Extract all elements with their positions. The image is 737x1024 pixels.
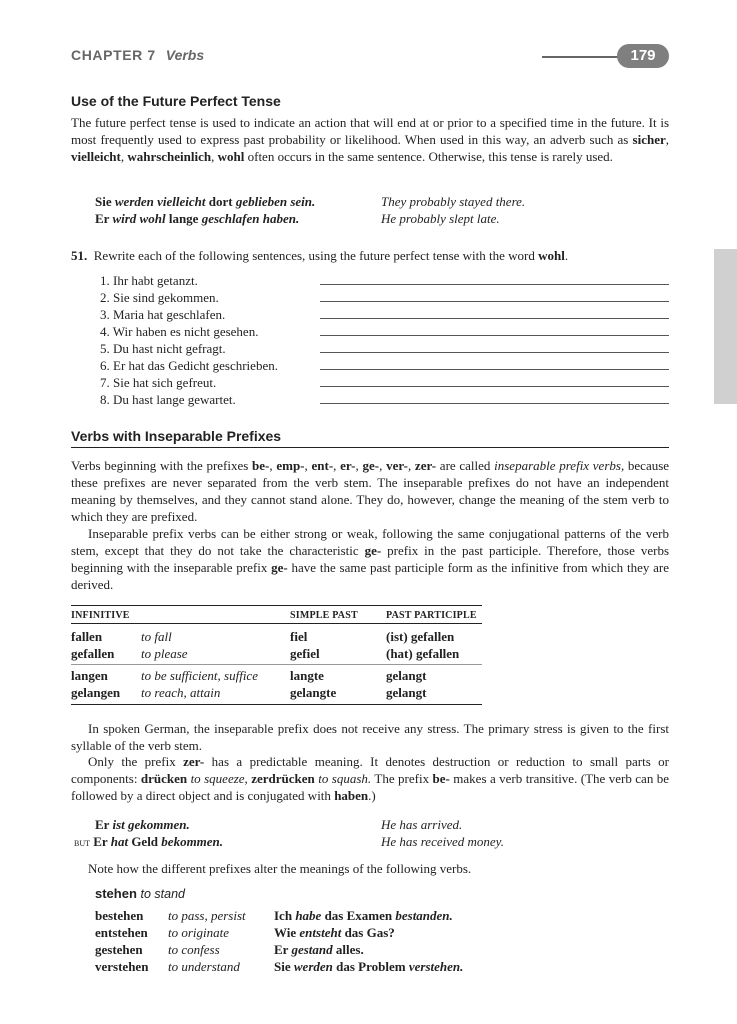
table-bottom-rule (71, 704, 482, 705)
answer-line[interactable] (320, 301, 669, 302)
table-cell-meaning: to be sufficient, suffice (141, 668, 258, 683)
inseparable-paragraph-2: Inseparable prefix verbs can be either strong or weak, following the same conjugational patterns of the verb stem, except that they do not take the characteristic ge- prefix in the past participle. Therefore, those verbs beginning with the inseparable prefix ge- have the same past participle form as the infinitive from which they are derived. (71, 526, 670, 592)
derived-verb: bestehen (95, 908, 144, 923)
answer-line[interactable] (320, 369, 669, 370)
table-cell-participle: gelangt (386, 685, 427, 700)
section-title-inseparable-prefixes: Verbs with Inseparable Prefixes (71, 428, 282, 444)
exercise-item: 8. Du hast lange gewartet. (100, 392, 236, 407)
table-cell-participle: gelangt (386, 668, 427, 683)
section-title-future-perfect: Use of the Future Perfect Tense (71, 93, 281, 109)
example-sentence: Er ist gekommen. (95, 817, 190, 832)
table-header-simple-past: SIMPLE PAST (290, 610, 358, 621)
derived-meaning: to understand (168, 959, 240, 974)
derived-example: Ich habe das Examen bestanden. (274, 908, 453, 923)
exercise-item: 6. Er hat das Gedicht geschrieben. (100, 358, 278, 373)
exercise-item: 1. Ihr habt getanzt. (100, 273, 198, 288)
derived-verb: verstehen (95, 959, 149, 974)
table-cell-infinitive: gelangen (71, 685, 121, 700)
note-paragraph: Note how the different prefixes alter the meanings of the following verbs. (88, 861, 472, 876)
table-top-rule (71, 605, 482, 606)
adverb: vielleicht (71, 149, 121, 164)
stress-paragraph: In spoken German, the inseparable prefix does not receive any stress. The primary stress is given to the first syllable of the verb stem. (71, 721, 669, 753)
exercise-item: 4. Wir haben es nicht gesehen. (100, 324, 259, 339)
answer-line[interactable] (320, 284, 669, 285)
table-cell-infinitive: gefallen (71, 646, 115, 661)
example-sentence: Sie werden vielleicht dort geblieben sein. (95, 194, 316, 209)
derived-example: Er gestand alles. (274, 942, 364, 957)
example-translation: They probably stayed there. (381, 194, 526, 209)
table-cell-participle: (ist) gefallen (386, 629, 455, 644)
table-header-past-participle: PAST PARTICIPLE (386, 610, 477, 621)
inseparable-paragraph-1: Verbs beginning with the prefixes be-, emp-, ent-, er-, ge-, ver-, zer- are called inseparable prefix verbs, because these prefixes are never separated from the verb stem. The inseparable prefixes do not have an independent meaning by themselves, and they cannot stand alone. They do, however, change the meaning of the stem verb to which they are prefixed. (71, 458, 670, 524)
example-translation: He probably slept late. (381, 211, 500, 226)
section-rule (71, 447, 669, 448)
derived-meaning: to pass, persist (168, 908, 246, 923)
future-perfect-paragraph: The future perfect tense is used to indicate an action that will end at or prior to a specified time in the future. It is most frequently used to express past probability or likelihood. When used in this way, an adverb such as sicher, vielleicht, wahrscheinlich, wohl often occurs in the same sentence. Otherwise, this tense is rarely used. (71, 115, 669, 164)
exercise-item: 3. Maria hat geschlafen. (100, 307, 226, 322)
table-cell-participle: (hat) gefallen (386, 646, 460, 661)
answer-line[interactable] (320, 335, 669, 336)
derived-verb: entstehen (95, 925, 148, 940)
para-text: The future perfect tense is used to indicate an action that will end at or prior to a specified time in the future. It is most frequently used to express past probability or likelihood. When used in this way, an adverb such as (71, 115, 669, 147)
table-cell-past: gefiel (290, 646, 320, 661)
example-sentence: but Er hat Geld bekommen. (74, 834, 224, 849)
example-translation: He has arrived. (381, 817, 463, 832)
chapter-label: CHAPTER 7 (71, 47, 156, 63)
exercise-instruction: 51. Rewrite each of the following sentences, using the future perfect tense with the word wohl. (71, 248, 569, 263)
answer-line[interactable] (320, 352, 669, 353)
table-cell-infinitive: fallen (71, 629, 103, 644)
derived-example: Sie werden das Problem verstehen. (274, 959, 464, 974)
exercise-item: 2. Sie sind gekommen. (100, 290, 219, 305)
table-cell-meaning: to reach, attain (141, 685, 221, 700)
table-cell-past: langte (290, 668, 324, 683)
derived-verb: gestehen (95, 942, 143, 957)
chapter-topic: Verbs (165, 47, 205, 63)
exercise-item: 5. Du hast nicht gefragt. (100, 341, 226, 356)
table-header-rule (71, 623, 482, 624)
adverb: wohl (217, 149, 245, 164)
answer-line[interactable] (320, 318, 669, 319)
stem-verb: stehen to stand (95, 886, 186, 901)
table-row-divider (71, 664, 482, 665)
derived-example: Wie entsteht das Gas? (274, 925, 395, 940)
zer-prefix-paragraph: Only the prefix zer- has a predictable meaning. It denotes destruction or reduction to small parts or components: drücken to squeeze, zerdrücken to squash. The prefix be- makes a verb transitive. (The verb can be followed by a direct object and is conjugated with haben.) (71, 754, 670, 803)
derived-meaning: to originate (168, 925, 230, 940)
derived-meaning: to confess (168, 942, 220, 957)
page-number: 179 (617, 44, 669, 68)
adverb: wahrscheinlich (127, 149, 212, 164)
chapter-header (71, 47, 204, 63)
table-cell-infinitive: langen (71, 668, 108, 683)
para-text: often occurs in the same sentence. Otherwise, this tense is rarely used. (244, 149, 613, 164)
answer-line[interactable] (320, 403, 669, 404)
table-cell-meaning: to please (141, 646, 188, 661)
example-translation: He has received money. (381, 834, 504, 849)
answer-line[interactable] (320, 386, 669, 387)
table-cell-meaning: to fall (141, 629, 172, 644)
example-sentence: Er wird wohl lange geschlafen haben. (95, 211, 300, 226)
table-header-infinitive: INFINITIVE (71, 610, 130, 621)
side-thumb-tab (714, 249, 737, 404)
table-cell-past: gelangte (290, 685, 337, 700)
exercise-number: 51. (71, 248, 88, 263)
exercise-item: 7. Sie hat sich gefreut. (100, 375, 217, 390)
table-cell-past: fiel (290, 629, 308, 644)
adverb: sicher (632, 132, 666, 147)
